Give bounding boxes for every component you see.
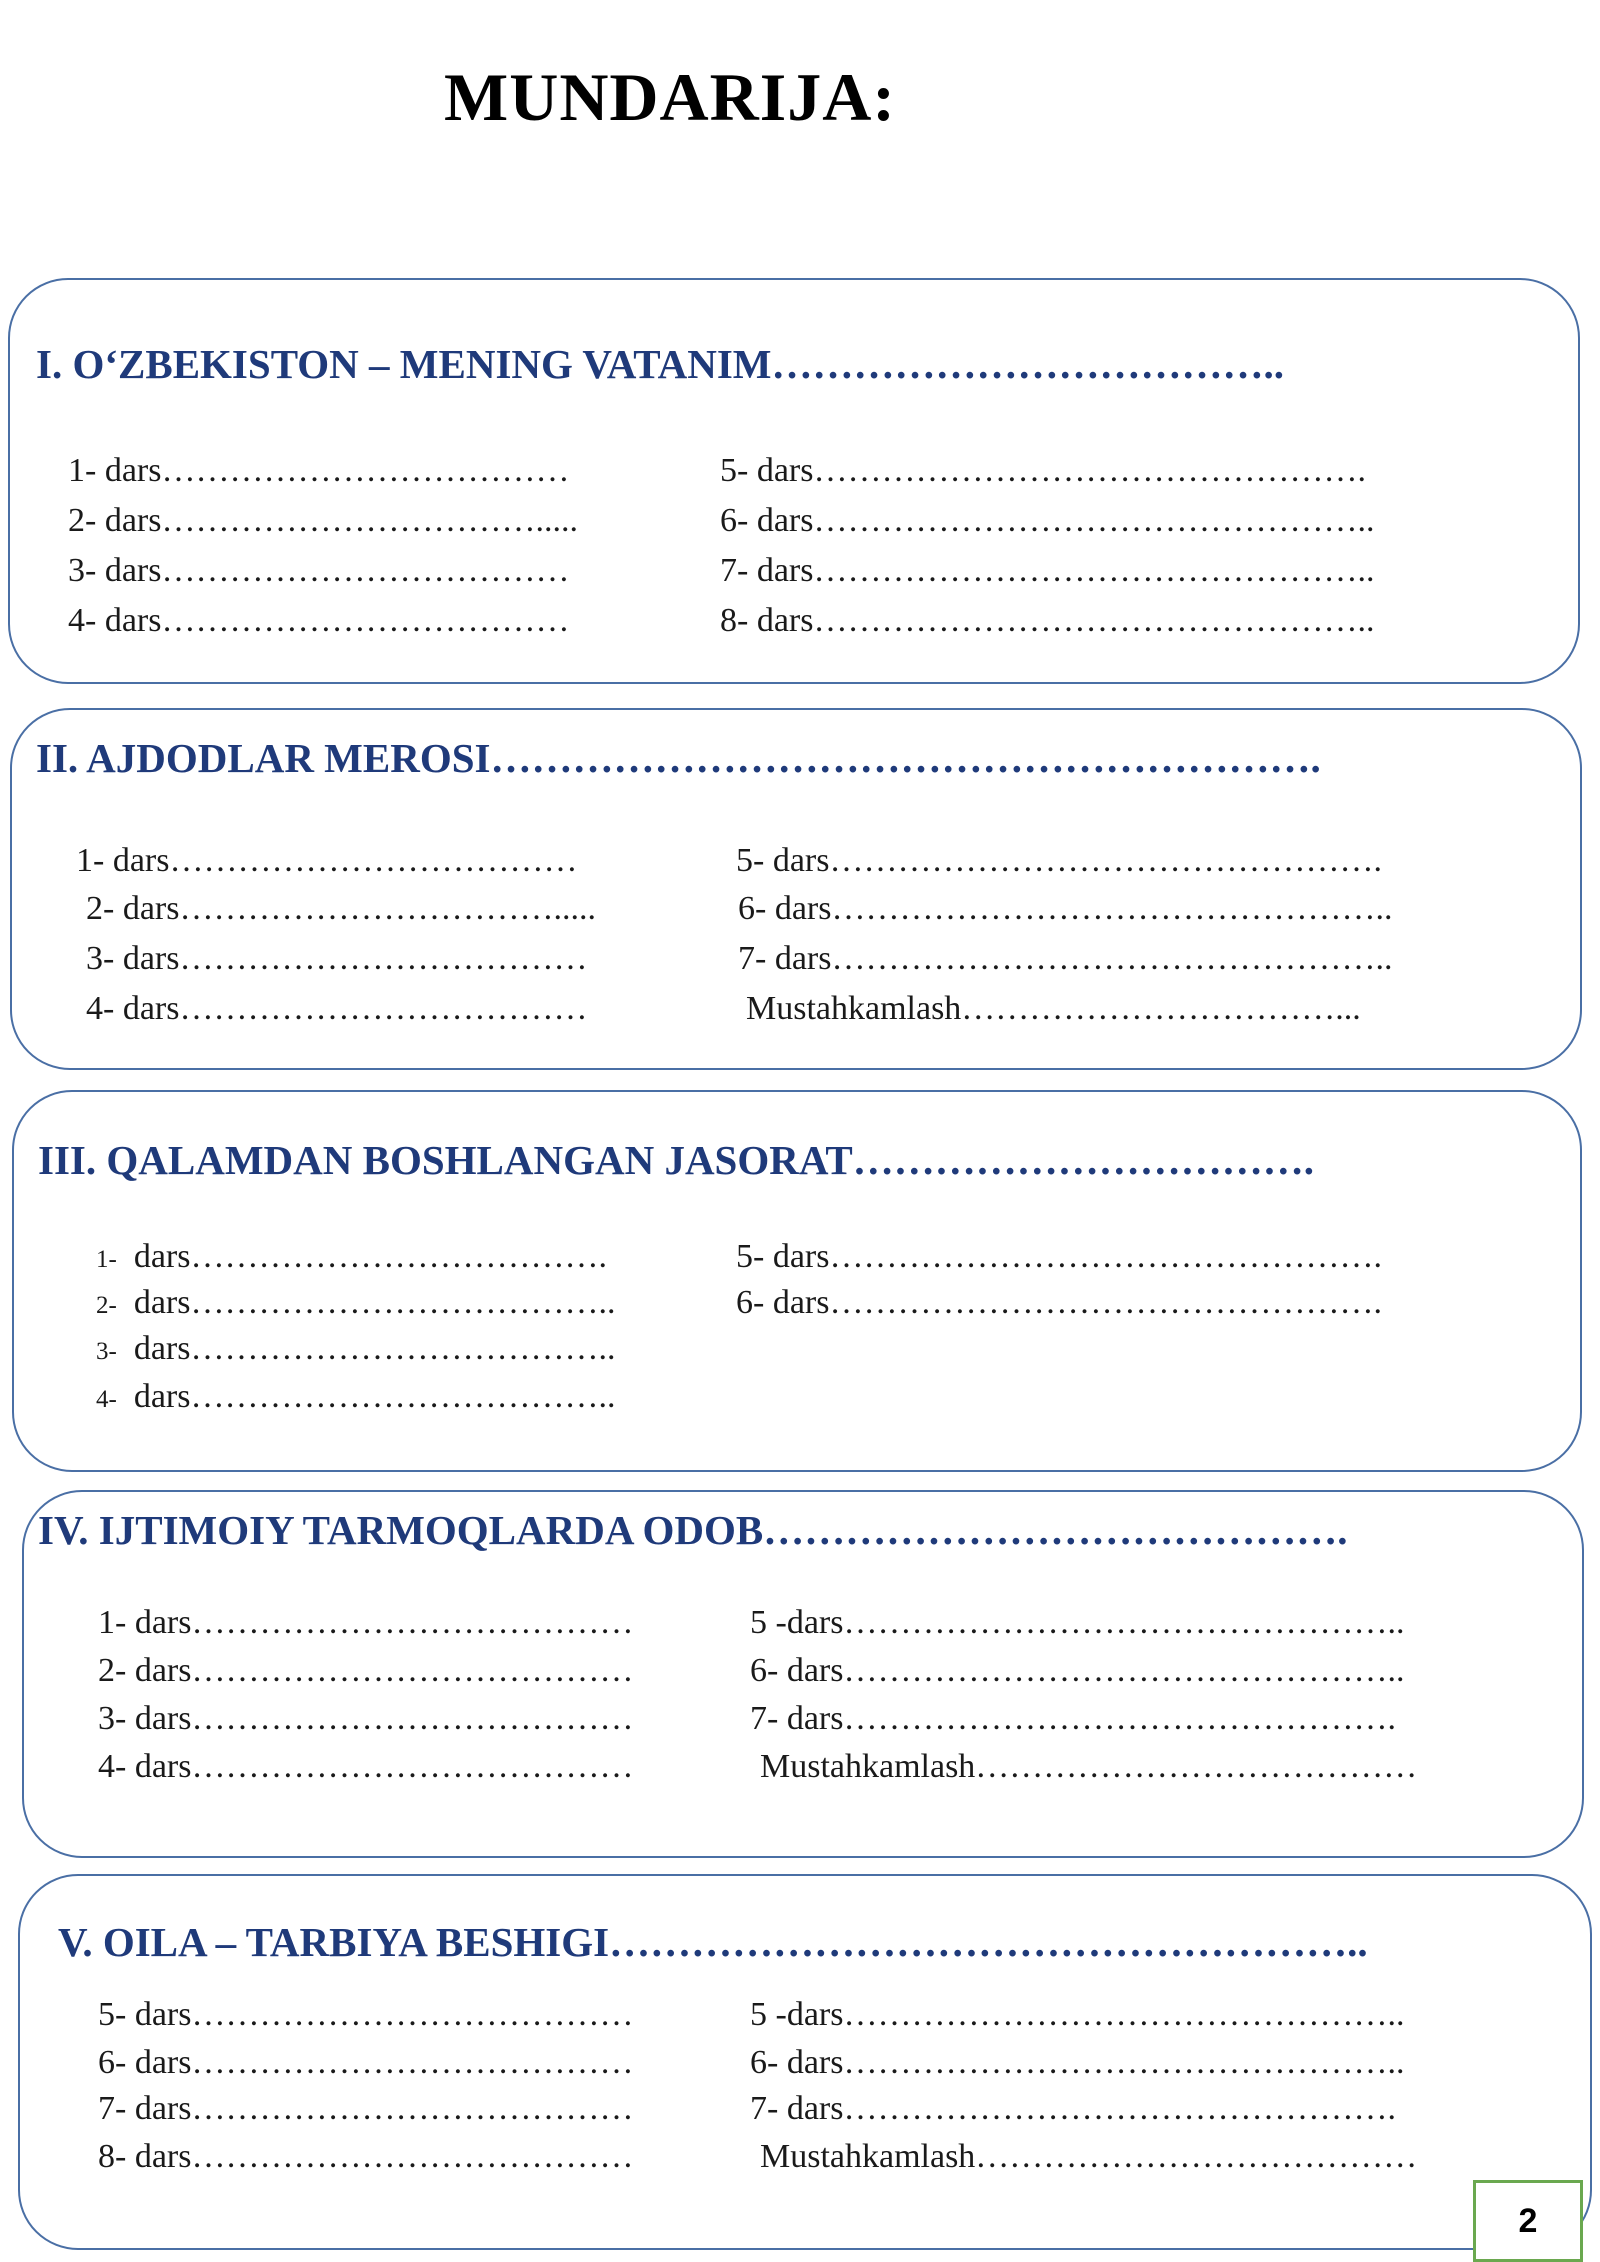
section-3-lesson-3-label: dars………………………………..: [133, 1330, 616, 1367]
section-4-lesson-2[interactable]: 2- dars…………………………………: [98, 1652, 634, 1689]
section-2-lesson-7[interactable]: 7- dars…………………………………………..: [738, 940, 1393, 977]
section-3-lesson-4-number: 4-: [96, 1386, 117, 1413]
section-3-lesson-1[interactable]: [96, 1238, 607, 1276]
section-3-lesson-2-label: dars………………………………..: [133, 1284, 616, 1321]
section-4-review[interactable]: Mustahkamlash…………………………………: [760, 1748, 1418, 1785]
section-3-lesson-1-label: dars……………………………….: [133, 1238, 607, 1275]
section-1-lesson-3[interactable]: 3- dars………………………………: [68, 552, 570, 589]
section-4-lesson-3[interactable]: 3- dars…………………………………: [98, 1700, 634, 1737]
section-2-lesson-3[interactable]: 3- dars………………………………: [86, 940, 588, 977]
section-3-lesson-6[interactable]: 6- dars………………………………………….: [736, 1284, 1382, 1321]
section-2-lesson-1[interactable]: 1- dars………………………………: [76, 842, 578, 879]
section-3-title[interactable]: III. QALAMDAN BOSHLANGAN JASORAT…………………………….: [38, 1137, 1315, 1183]
section-5-lesson-4[interactable]: 8- dars…………………………………: [98, 2138, 634, 2175]
section-4-lesson-6[interactable]: 6- dars…………………………………………..: [750, 1652, 1405, 1689]
section-2-lesson-5[interactable]: 5- dars………………………………………….: [736, 842, 1382, 879]
section-4-lesson-5[interactable]: 5 -dars…………………………………………..: [750, 1604, 1405, 1641]
section-3-lesson-4-label: dars………………………………..: [133, 1378, 616, 1415]
page-number: 2: [1473, 2180, 1583, 2262]
section-5-review[interactable]: Mustahkamlash…………………………………: [760, 2138, 1418, 2175]
section-1-lesson-6[interactable]: 6- dars…………………………………………..: [720, 502, 1375, 539]
section-4-lesson-7[interactable]: 7- dars………………………………………….: [750, 1700, 1396, 1737]
section-2-title[interactable]: II. AJDODLAR MEROSI…………………………………………………….: [36, 735, 1321, 781]
section-1-lesson-7[interactable]: 7- dars…………………………………………..: [720, 552, 1375, 589]
section-1-lesson-1[interactable]: 1- dars………………………………: [68, 452, 570, 489]
section-1-lesson-8[interactable]: 8- dars…………………………………………..: [720, 602, 1375, 639]
section-3-lesson-3[interactable]: [96, 1330, 615, 1368]
section-4-title[interactable]: IV. IJTIMOIY TARMOQLARDA ODOB…………………………………….: [38, 1507, 1348, 1553]
section-3-lesson-2[interactable]: [96, 1284, 615, 1322]
section-3-lesson-2-number: 2-: [96, 1292, 117, 1319]
section-2-lesson-2[interactable]: 2- dars…………………………….....: [86, 890, 596, 927]
section-5-title[interactable]: V. OILA – TARBIYA BESHIGI………………………………………………..: [58, 1919, 1368, 1965]
section-5-lesson-6[interactable]: 6- dars…………………………………………..: [750, 2044, 1405, 2081]
section-1-lesson-5[interactable]: 5- dars………………………………………….: [720, 452, 1366, 489]
section-3-lesson-5[interactable]: 5- dars………………………………………….: [736, 1238, 1382, 1275]
section-3-lesson-1-number: 1-: [96, 1246, 117, 1273]
section-5-lesson-2[interactable]: 6- dars…………………………………: [98, 2044, 634, 2081]
section-3-lesson-4[interactable]: [96, 1378, 615, 1416]
section-5-lesson-7[interactable]: 7- dars………………………………………….: [750, 2090, 1396, 2127]
section-4-lesson-4[interactable]: 4- dars…………………………………: [98, 1748, 634, 1785]
section-5-lesson-1[interactable]: 5- dars…………………………………: [98, 1996, 634, 2033]
section-1-title[interactable]: I. O‘ZBEKISTON – MENING VATANIM………………………………..: [36, 341, 1284, 387]
page-title: MUNDARIJA:: [444, 59, 896, 135]
section-1-lesson-2[interactable]: 2- dars…………………………….....: [68, 502, 578, 539]
section-2-review[interactable]: Mustahkamlash……………………………...: [746, 990, 1361, 1027]
section-3-lesson-3-number: 3-: [96, 1338, 117, 1365]
section-1-lesson-4[interactable]: 4- dars………………………………: [68, 602, 570, 639]
section-4-lesson-1[interactable]: 1- dars…………………………………: [98, 1604, 634, 1641]
section-5-lesson-3[interactable]: 7- dars…………………………………: [98, 2090, 634, 2127]
section-5-lesson-5[interactable]: 5 -dars…………………………………………..: [750, 1996, 1405, 2033]
section-2-lesson-4[interactable]: 4- dars………………………………: [86, 990, 588, 1027]
section-2-lesson-6[interactable]: 6- dars…………………………………………..: [738, 890, 1393, 927]
